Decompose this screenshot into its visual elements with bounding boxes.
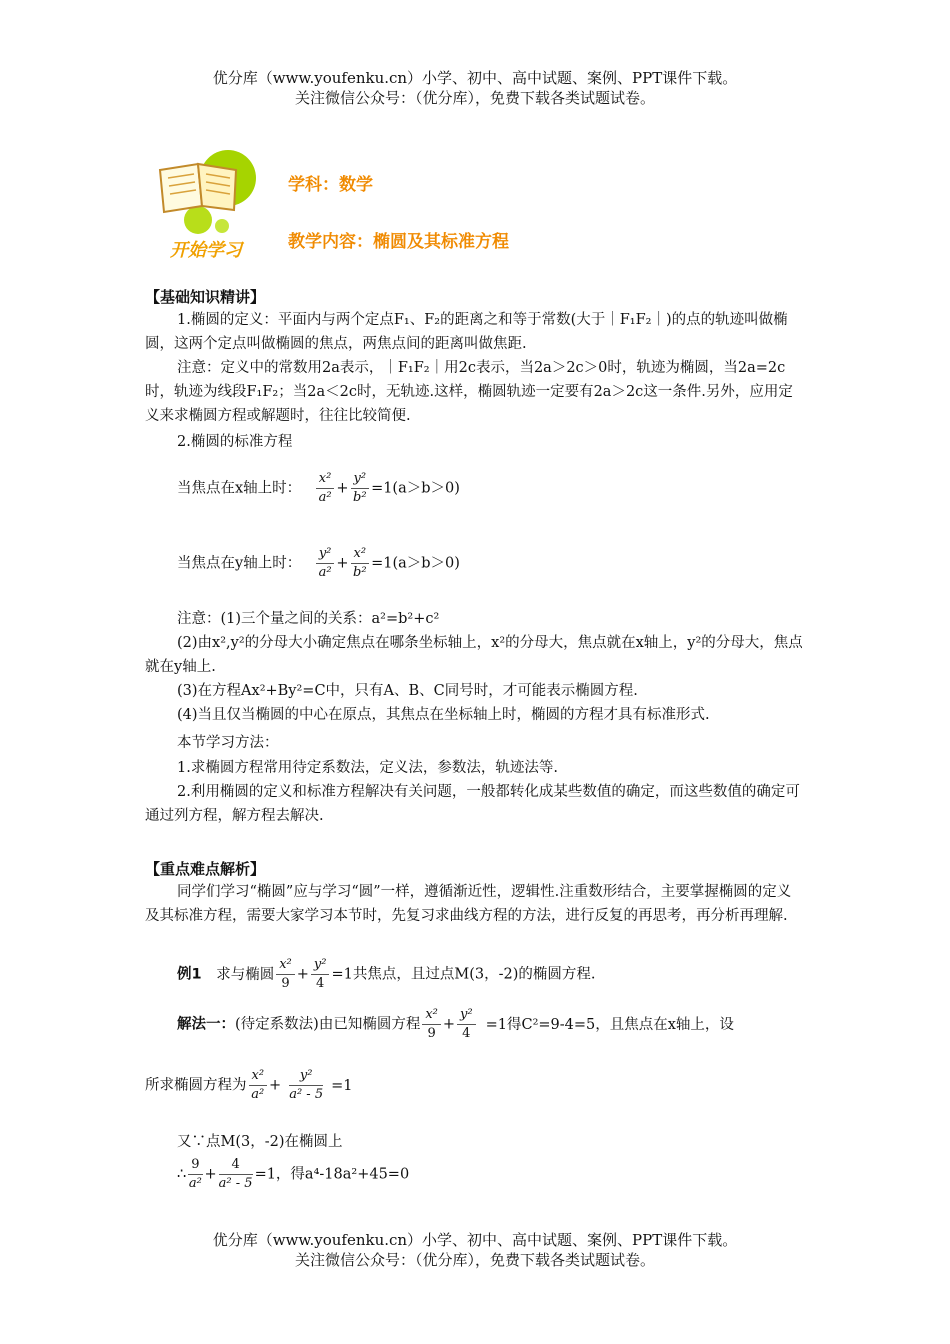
equation-x-axis-prefix: 当焦点在x轴上时：: [177, 480, 302, 497]
equation-x-axis-suffix: =1(a＞b＞0): [371, 480, 460, 497]
example-1: 例1 求与椭圆 $\frac{\text{x²}}{9}$ + $\frac{\text{y²}}{4}$ =1共焦点，且过点M(3，-2)的椭圆方程.: [177, 957, 596, 991]
open-book-icon: [150, 148, 260, 238]
fraction-x2-a2: $\frac{\text{x²}}{\text{a²}}$: [316, 470, 335, 507]
section-key-points-title: 【重点难点解析】: [145, 860, 266, 878]
site-header-line2: 关注微信公众号：（优分库），免费下载各类试题试卷。: [294, 89, 655, 107]
method-1: 1.求椭圆方程常用待定系数法，定义法，参数法，轨迹法等.: [177, 760, 558, 776]
fraction-y2-4: $\frac{\text{y²}}{4}$: [311, 956, 330, 993]
fraction-x2-9-b: $\frac{\text{x²}}{9}$: [422, 1006, 441, 1043]
solution-1-label: 解法一：: [177, 1016, 235, 1033]
content-title: 教学内容：椭圆及其标准方程: [288, 232, 509, 252]
fraction-y2-a2: $\frac{\text{y²}}{\text{a²}}$: [316, 545, 335, 582]
method-title: 本节学习方法：: [177, 735, 279, 751]
therefore-symbol: ∴: [177, 1166, 187, 1183]
logo-text: 开始学习: [170, 240, 242, 261]
fraction-9-a2: $\frac{9}{\text{a²}}$: [188, 1157, 202, 1191]
equation-y-axis: 当焦点在y轴上时： $\frac{\text{y²}}{\text{a²}}$ + $\frac{\text{x²}}{\text{b²}}$ =1(a＞b＞0): [177, 546, 460, 580]
solution-1-prefix: (待定系数法)由已知椭圆方程: [235, 1016, 421, 1033]
note-2: (2)由x²,y²的分母大小确定焦点在哪条坐标轴上，x²的分母大，焦点就在x轴上，y²的分母大，焦点就在y轴上.: [145, 635, 803, 675]
site-footer-line1: 优分库（www.youfenku.cn）小学、初中、高中试题、案例、PPT课件下载。: [212, 1231, 738, 1249]
fraction-x2-a2-b: $\frac{\text{x²}}{\text{a²}}$: [249, 1067, 268, 1104]
fraction-x2-9: $\frac{\text{x²}}{9}$: [276, 956, 295, 993]
site-header-line1: 优分库（www.youfenku.cn）小学、初中、高中试题、案例、PPT课件下载。: [212, 69, 738, 87]
subject-title: 学科：数学: [288, 175, 373, 195]
solution-1-line: 解法一：(待定系数法)由已知椭圆方程 $\frac{\text{x²}}{9}$ + $\frac{\text{y²}}{4}$ =1得C²=9-4=5，且焦点在x轴上，设: [177, 1007, 734, 1041]
note-3: (3)在方程Ax²+By²=C中，只有A、B、C同号时，才可能表示椭圆方程.: [177, 683, 638, 699]
note-1: 注意：(1)三个量之间的关系：a²=b²+c²: [177, 611, 440, 627]
therefore-suffix: =1，得a⁴-18a²+45=0: [254, 1166, 410, 1183]
note-4: (4)当且仅当椭圆的中心在原点，其焦点在坐标轴上时，椭圆的方程才具有标准形式.: [177, 707, 710, 723]
fraction-y2-b2: $\frac{\text{y²}}{\text{b²}}$: [351, 470, 370, 507]
therefore-line: ∴ $\frac{9}{\text{a²}}$ + $\frac{4}{\text{a² - 5}}$ =1，得a⁴-18a²+45=0: [177, 1157, 410, 1191]
equation-y-axis-suffix: =1(a＞b＞0): [371, 555, 460, 572]
method-2: 2.利用椭圆的定义和标准方程解决有关问题，一般都转化成某些数值的确定，而这些数值的确定可通过列方程，解方程去解决.: [145, 784, 800, 824]
set-equation-suffix: =1: [331, 1077, 353, 1094]
fraction-4-a2m5: $\frac{4}{\text{a² - 5}}$: [218, 1157, 253, 1191]
equation-y-axis-prefix: 当焦点在y轴上时：: [177, 555, 302, 572]
section-basic-knowledge-title: 【基础知识精讲】: [145, 288, 266, 306]
definition-paragraph: 1.椭圆的定义：平面内与两个定点F₁、F₂的距离之和等于常数(大于｜F₁F₂｜)的点的轨迹叫做椭圆，这两个定点叫做椭圆的焦点，两焦点间的距离叫做焦距.: [145, 312, 788, 352]
fraction-x2-b2: $\frac{\text{x²}}{\text{b²}}$: [351, 545, 370, 582]
set-equation-line: 所求椭圆方程为 $\frac{\text{x²}}{\text{a²}}$ + $\frac{\text{y²}}{\text{a² - 5}}$ =1: [145, 1068, 353, 1102]
site-footer-line2: 关注微信公众号：（优分库），免费下载各类试题试卷。: [294, 1251, 655, 1269]
fraction-y2-4-b: $\frac{\text{y²}}{4}$: [457, 1006, 476, 1043]
point-on-ellipse-line: 又∵点M(3，-2)在椭圆上: [177, 1134, 343, 1150]
solution-1-suffix: =1得C²=9-4=5，且焦点在x轴上，设: [485, 1016, 734, 1033]
equation-x-axis: 当焦点在x轴上时： $\frac{\text{x²}}{\text{a²}}$ + $\frac{\text{y²}}{\text{b²}}$ =1(a＞b＞0): [177, 471, 460, 505]
key-points-paragraph: 同学们学习“椭圆”应与学习“圆”一样，遵循渐近性，逻辑性.注重数形结合，主要掌握椭圆的定义及其标准方程，需要大家学习本节时，先复习求曲线方程的方法，进行反复的再思考，再分析再理解.: [145, 884, 792, 924]
definition-note-paragraph: 注意：定义中的常数用2a表示，｜F₁F₂｜用2c表示，当2a＞2c＞0时，轨迹为椭圆，当2a=2c时，轨迹为线段F₁F₂；当2a＜2c时，无轨迹.这样，椭圆轨迹一定要有2a＞2c这一条件.另外，应用定义来求椭圆方程或解题时，往往比较简便.: [145, 360, 793, 424]
standard-equation-heading: 2.椭圆的标准方程: [177, 434, 293, 450]
set-equation-prefix: 所求椭圆方程为: [145, 1077, 247, 1094]
start-learning-logo: [150, 148, 260, 263]
fraction-y2-a2m5: $\frac{\text{y²}}{\text{a² - 5}}$: [289, 1068, 324, 1102]
example-1-label: 例1: [177, 966, 202, 983]
example-1-suffix: =1共焦点，且过点M(3，-2)的椭圆方程.: [331, 966, 596, 983]
example-1-prefix: 求与椭圆: [216, 966, 275, 983]
